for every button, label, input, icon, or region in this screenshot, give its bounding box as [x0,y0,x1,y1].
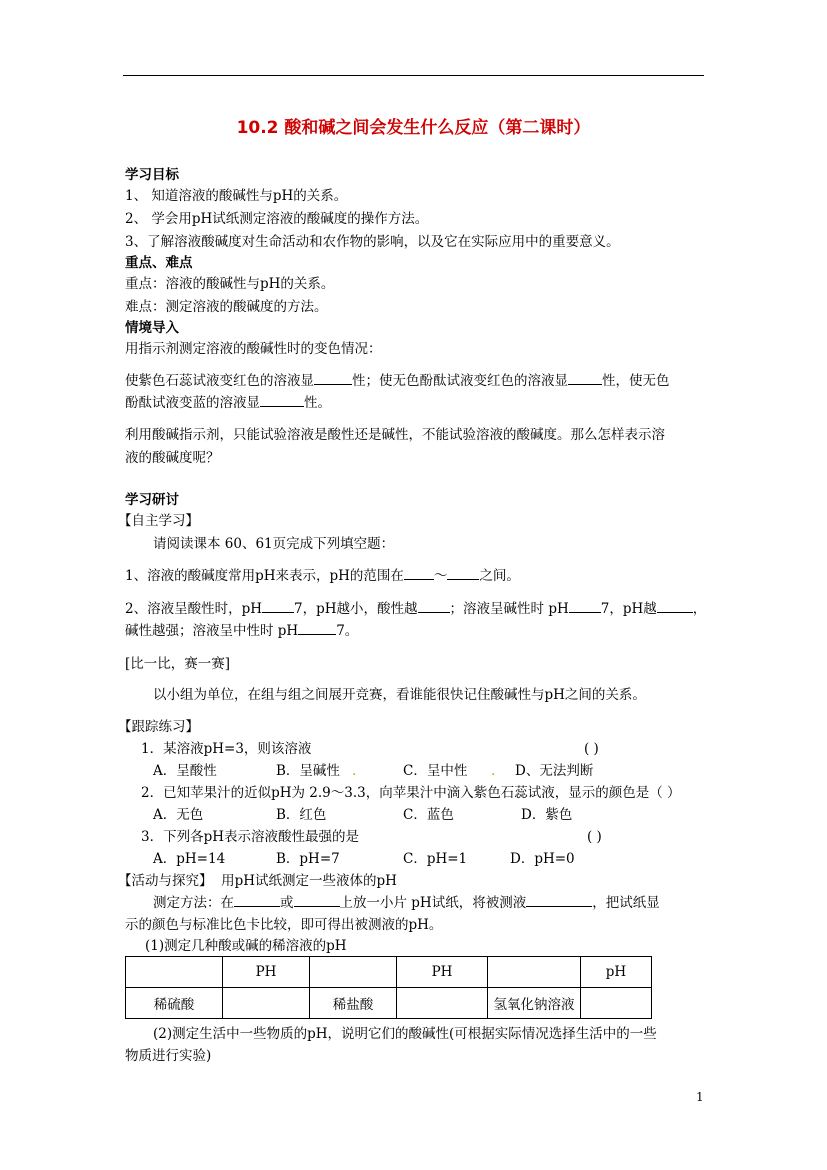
blank-field[interactable] [447,567,479,580]
answer-paren[interactable]: ( ) [584,741,599,757]
answer-paren[interactable]: ( ) [587,829,602,845]
table-cell: pH [581,957,652,988]
sub-heading: (2)测定生活中一些物质的pH，说明它们的酸碱性(可根据实际情况选择生活中的一些 [153,1026,657,1042]
blank-field[interactable] [418,600,450,613]
blank-field[interactable] [569,600,601,613]
blank-field[interactable] [404,567,434,580]
study-heading: 学习研讨 [125,492,179,508]
table-cell [310,957,397,988]
goal-item: 3、了解溶液酸碱度对生命活动和农作物的影响，以及它在实际应用中的重要意义。 [125,234,620,250]
activity-heading-line: 【活动与探究】 用pH试纸测定一些液体的pH [118,873,397,889]
blank-field[interactable] [298,622,336,635]
blank-field[interactable] [234,894,280,907]
goals-heading: 学习目标 [125,167,179,183]
question-line: 2、溶液呈酸性时，pH 7，pH越小，酸性越 ；溶液呈碱性时 pH 7，pH越 ， [125,601,707,617]
header-rule [123,75,704,76]
practice-question: 3．下列各pH表示溶液酸性最强的是 [141,829,360,845]
keypoints-heading: 重点、难点 [125,255,193,271]
table-cell: 氢氧化钠溶液 [488,988,581,1019]
compete-text: 以小组为单位，在组与组之间展开竞赛，看谁能很快记住酸碱性与pH之间的关系。 [153,687,646,703]
goal-item: 1、 知道溶液的酸碱性与pH的关系。 [125,188,348,204]
option-b[interactable]: B．呈碱性 [276,763,340,779]
blank-field[interactable] [526,894,592,907]
decoration-dot: . [352,763,357,779]
table-cell: PH [397,957,488,988]
option-a[interactable]: A．无色 [153,807,204,823]
table-cell [488,957,581,988]
option-a[interactable]: A．呈酸性 [153,763,217,779]
practice-question: 2．已知苹果汁的近似pH为 2.9～3.3，向苹果汁中滴入紫色石蕊试液，显示的颜色是（ ） [141,785,681,801]
blank-field[interactable] [657,600,693,613]
intro-paragraph: 液的酸碱度呢？ [125,450,220,466]
table-cell: 稀硫酸 [126,988,223,1019]
blank-field[interactable] [314,372,352,385]
intro-heading: 情境导入 [125,320,179,336]
practice-question: 1．某溶液pH=3，则该溶液 [141,741,312,757]
question-line: 碱性越强；溶液呈中性时 pH 7。 [125,623,359,639]
sub-heading: (1)测定几种酸或碱的稀溶液的pH [145,938,347,954]
ph-table [125,956,652,1019]
page-title: 10.2 酸和碱之间会发生什么反应（第二课时） [236,118,591,138]
question-line: 1、溶液的酸碱度常用pH来表示，pH的范围在 ～ 之间。 [125,568,520,584]
goal-item: 2、 学会用pH试纸测定溶液的酸碱度的操作方法。 [125,211,429,227]
table-cell: PH [223,957,310,988]
option-c[interactable]: C．pH=1 [403,851,468,867]
intro-paragraph: 利用酸碱指示剂，只能试验溶液是酸性还是碱性，不能试验溶液的酸碱度。那么怎样表示溶 [125,427,665,443]
option-a[interactable]: A．pH=14 [153,851,226,867]
compete-heading: [比一比，赛一赛] [125,656,231,672]
table-row [126,988,652,1019]
blank-field[interactable] [260,394,304,407]
option-d[interactable]: D．pH=0 [510,851,575,867]
option-b[interactable]: B．红色 [276,807,327,823]
table-cell: 稀盐酸 [310,988,397,1019]
sub-heading-cont: 物质进行实验) [125,1048,212,1064]
table-row [126,957,652,988]
fill-line: 酚酞试液变蓝的溶液显 性。 [125,395,331,411]
read-instruction: 请阅读课本 60、61页完成下列填空题： [153,536,395,552]
table-cell-input[interactable] [581,988,652,1019]
page-number: 1 [696,1090,704,1104]
decoration-dot: . [491,763,496,779]
option-d[interactable]: D、无法判断 [515,763,594,779]
table-cell [126,957,223,988]
option-d[interactable]: D．紫色 [521,807,573,823]
intro-line: 用指示剂测定溶液的酸碱性时的变色情况： [125,341,382,357]
fill-line: 使紫色石蕊试液变红色的溶液显 性；使无色酚酞试液变红色的溶液显 性，使无色 [125,373,670,389]
difficulty-text: 难点：测定溶液的酸碱度的方法。 [125,299,328,315]
practice-heading: 【跟踪练习】 [118,719,199,735]
method-line: 示的颜色与标准比色卡比较，即可得出被测液的pH。 [125,917,443,933]
option-b[interactable]: B．pH=7 [276,851,340,867]
self-study-heading: 【自主学习】 [118,513,199,529]
focus-text: 重点：溶液的酸碱性与pH的关系。 [125,276,335,292]
blank-field[interactable] [568,372,602,385]
option-c[interactable]: C．呈中性 [403,763,468,779]
table-cell-input[interactable] [223,988,310,1019]
blank-field[interactable] [294,894,340,907]
option-c[interactable]: C．蓝色 [403,807,454,823]
method-line: 测定方法：在 或 上放一小片 pH试纸，将被测液 ，把试纸显 [153,895,660,911]
blank-field[interactable] [262,600,294,613]
table-cell-input[interactable] [397,988,488,1019]
